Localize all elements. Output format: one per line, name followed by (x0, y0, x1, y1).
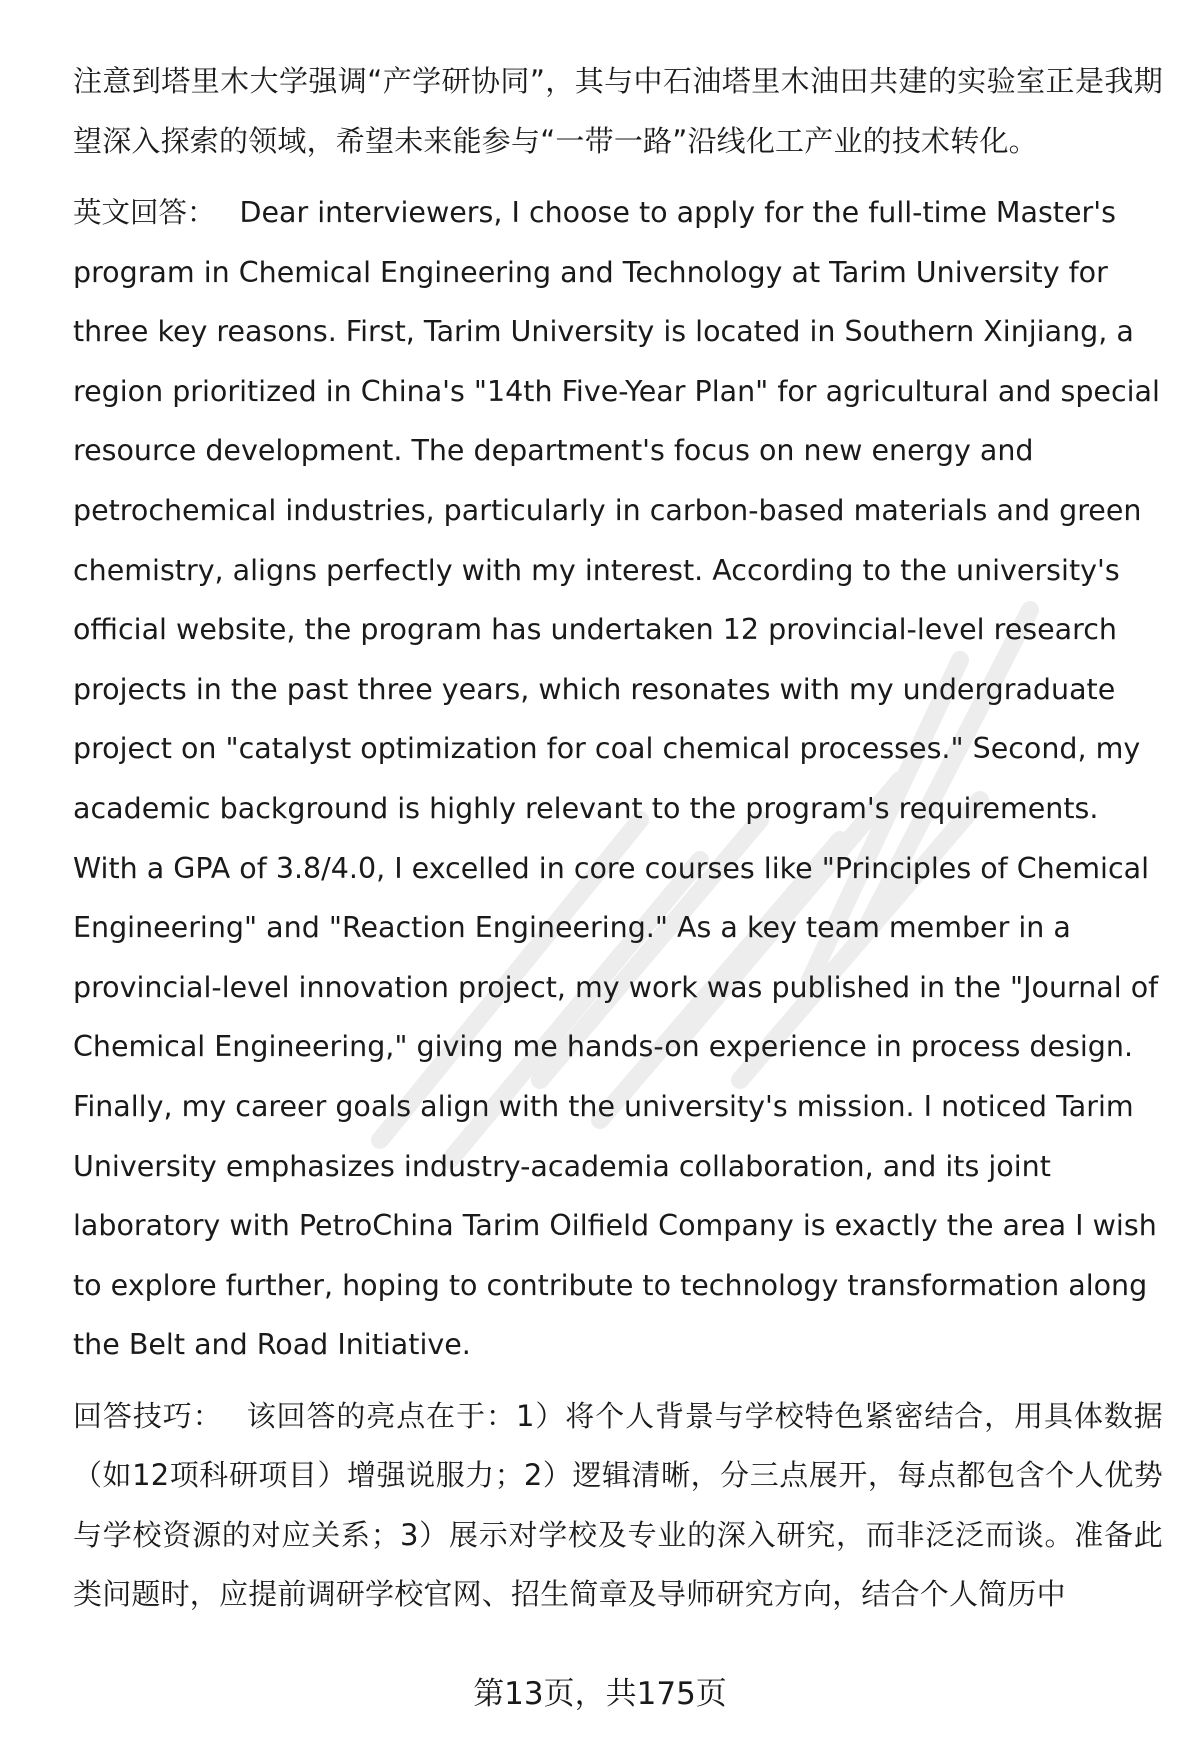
intro-paragraph: 注意到塔里木大学强调“产学研协同”，其与中石油塔里木油田共建的实验室正是我期望深入探索的领域，希望未来能参与“一带一路”沿线化工产业的技术转化。 (73, 64, 1163, 158)
answer-tips-paragraph (73, 1387, 1163, 1625)
page-number-footer: 第13页，共175页 (473, 1676, 727, 1712)
english-answer-label: 英文回答： (73, 196, 216, 229)
answer-tips-label: 回答技巧： (73, 1398, 223, 1433)
english-answer-paragraph (73, 183, 1163, 1375)
answer-tips-text: 该回答的亮点在于：1）将个人背景与学校特色紧密结合，用具体数据（如12项科研项目）增强说服力；2）逻辑清晰，分三点展开，每点都包含个人优势与学校资源的对应关系；3）展示对学校及专业的深入研究，而非泛泛而谈。准备此类问题时，应提前调研学校官网、招生简章及导师研究方向，结合个人简历中 (73, 1398, 1163, 1612)
english-answer-text: Dear interviewers, I choose to apply for the full-time Master's program in Chemical Engineering and Technology at Tarim University for three key reasons. First, Tarim University is located in Southern Xinjiang, a region prioritized in China's "14th Five-Year Plan" for agricultural and special resource development. The department's focus on new energy and petrochemical industries, particularly in carbon-based materials and green chemistry, aligns perfectly with my interest. According to the university's official website, the program has undertaken 12 provincial-level research projects in the past three years, which resonates with my undergraduate project on "catalyst optimization for coal chemical processes." Second, my academic background is highly relevant to the program's requirements. With a GPA of 3.8/4.0, I excelled in core courses like "Principles of Chemical Engineering" and "Reaction Engineering." As a key team member in a provincial-level innovation project, my work was published in the "Journal of Chemical Engineering," giving me hands-on experience in process design. Finally, my career goals align with the university's mission. I noticed Tarim University emphasizes industry-academia collaboration, and its joint laboratory with PetroChina Tarim Oilfield Company is exactly the area I wish to explore further, hoping to contribute to technology transformation along the Belt and Road Initiative. (73, 196, 1160, 1362)
document-page (73, 52, 1163, 1625)
